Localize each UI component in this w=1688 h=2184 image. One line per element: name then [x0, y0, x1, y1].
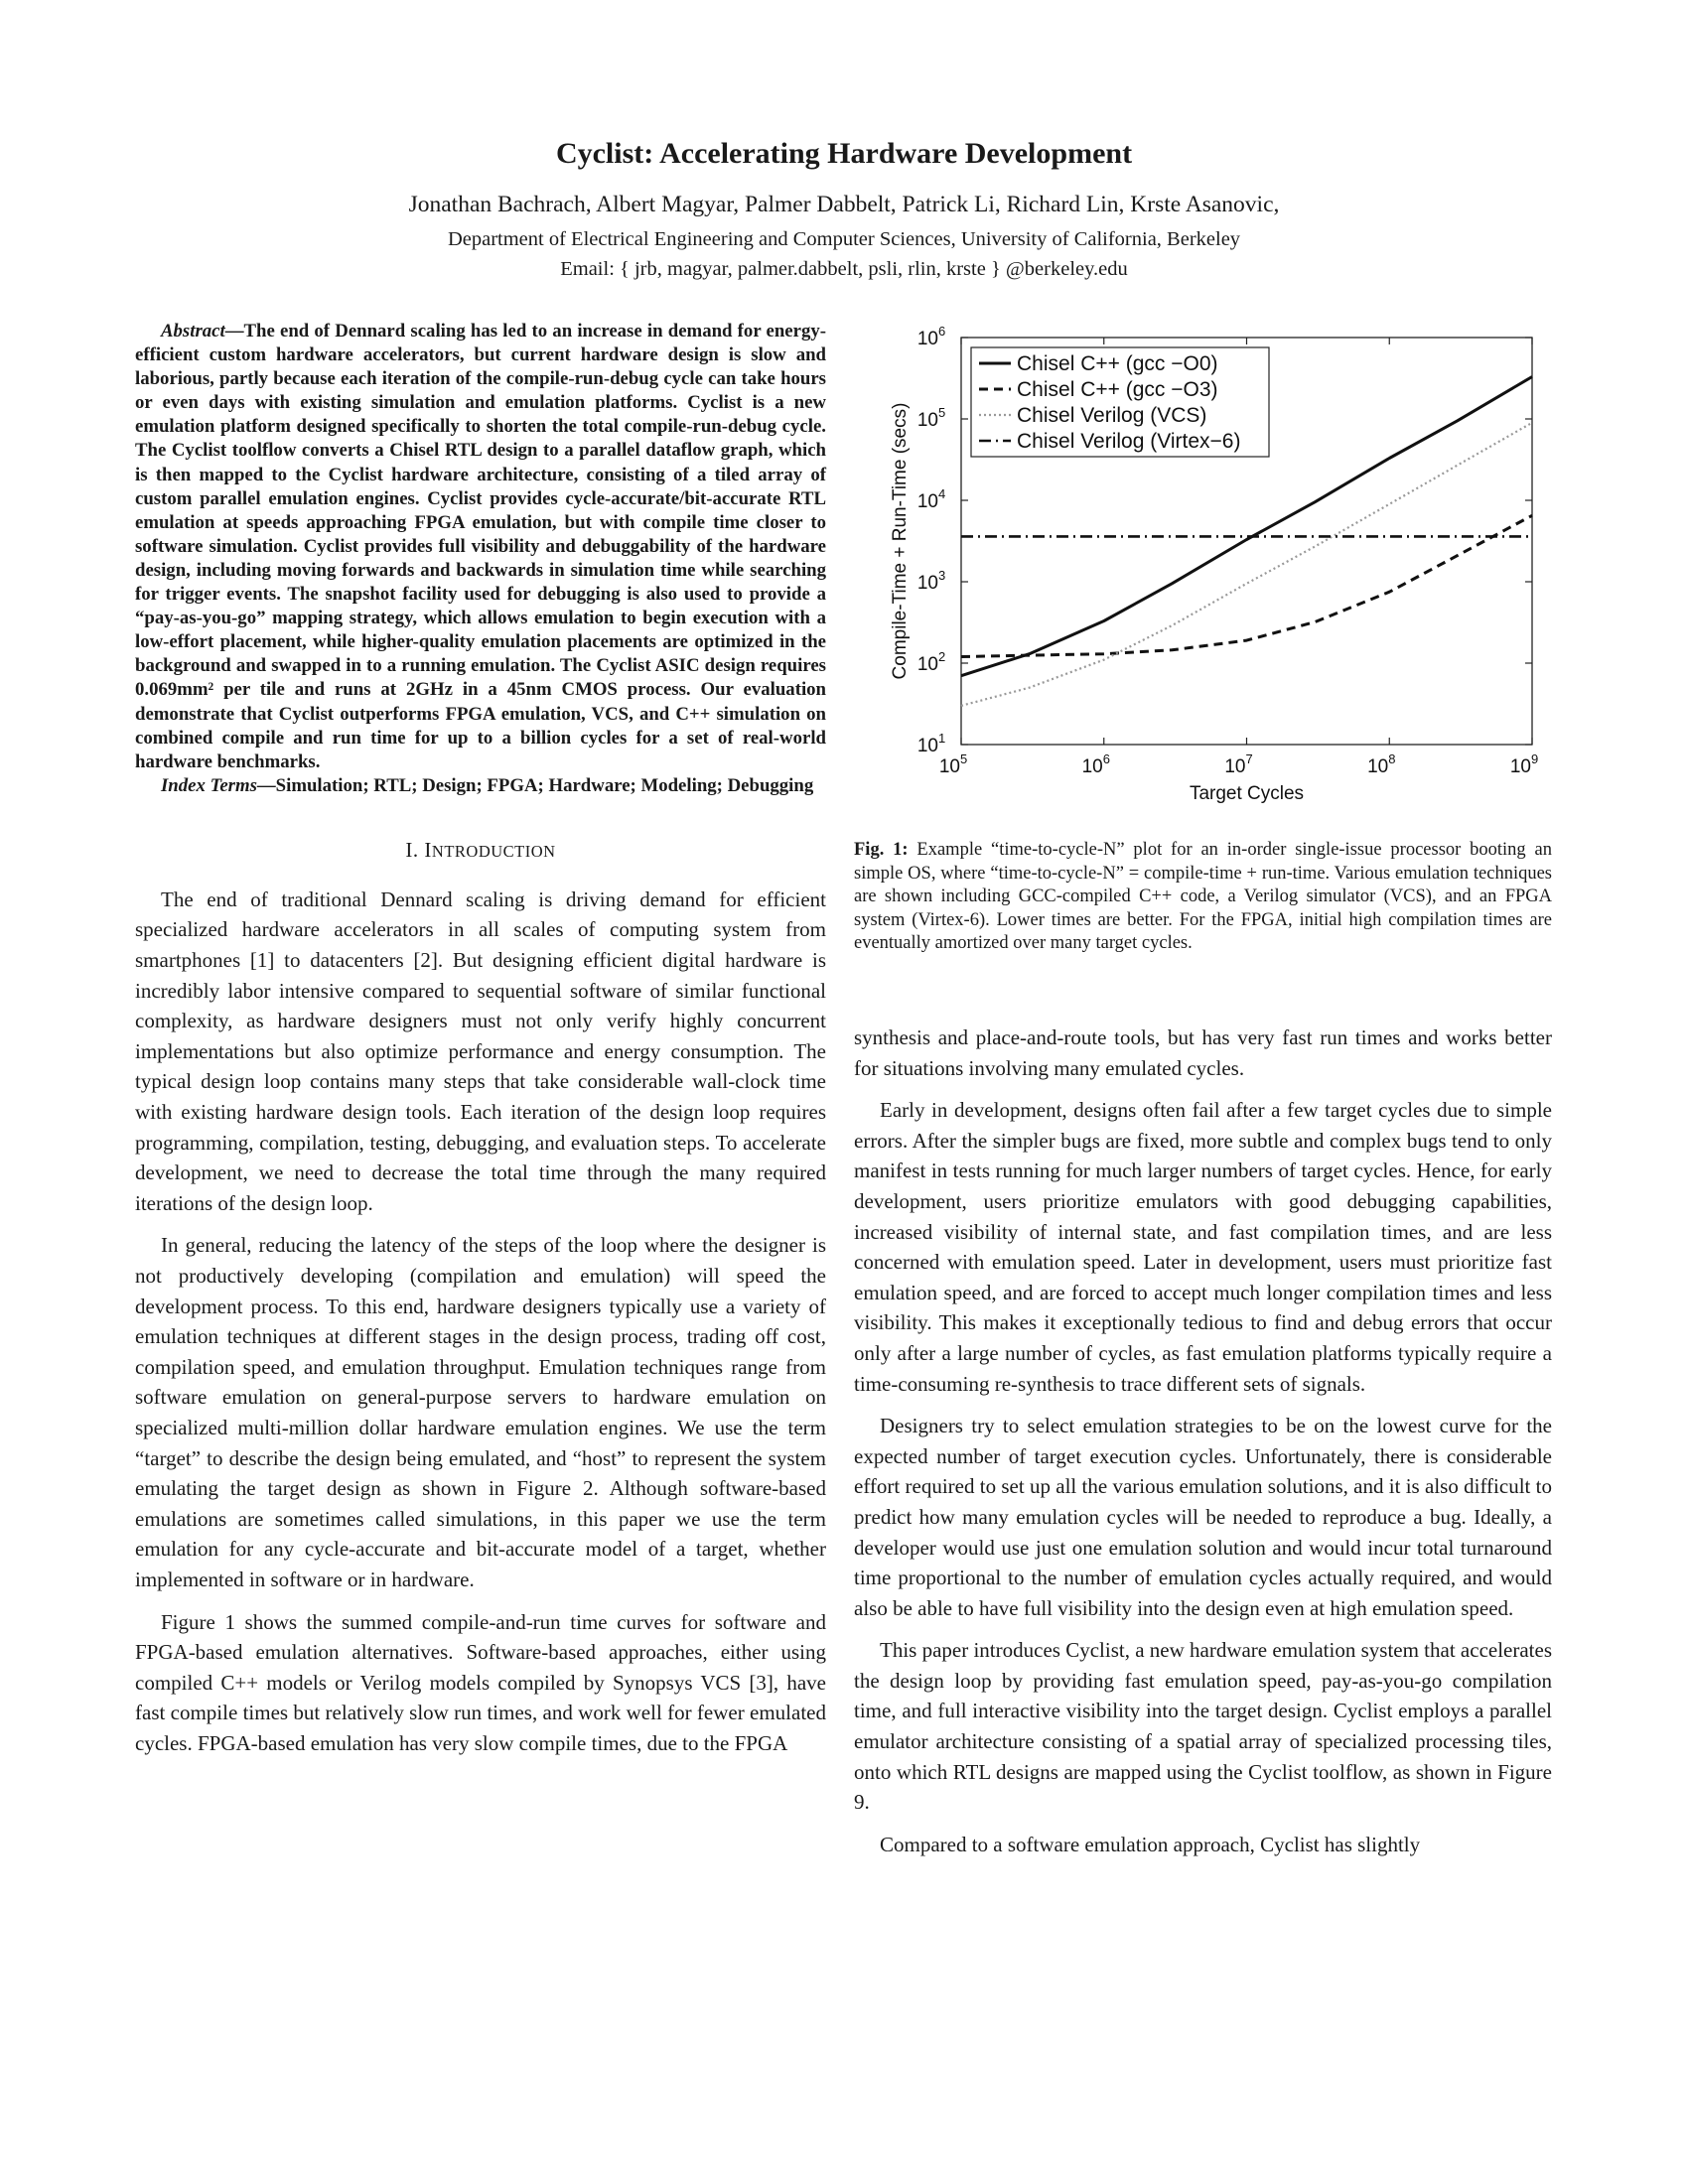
series-line-3 — [961, 423, 1532, 706]
abstract-text: —The end of Dennard scaling has led to an increase in demand for energy-efficient custom hardware accelerators, but current hardware design is slow and laborious, partly because each iteration of the compile-run-debug cycle can take hours or even days with existing simulation and emulation platforms. Cyclist is a new emulation platform designed specifically to shorten the total compile-run-debug cycle. The Cyclist toolflow converts a Chisel RTL design to a parallel dataflow graph, which is then mapped to the Cyclist hardware architecture, consisting of a tiled array of custom parallel emulation engines. Cyclist provides cycle-accurate/bit-accurate RTL emulation at speeds approaching FPGA emulation, but with compile time closer to software simulation. Cyclist provides full visibility and debuggability of the hardware design, including moving forwards and backwards in simulation time while searching for trigger events. The snapshot facility used for debugging is also used to provide a “pay-as-you-go” mapping strategy, which allows emulation to begin execution with a low-effort placement, while higher-quality emulation placements are optimized in the background and swapped in to a running emulation. The Cyclist ASIC design requires 0.069mm² per tile and runs at 2GHz in a 45nm CMOS process. Our evaluation demonstrate that Cyclist outperforms FPGA emulation, VCS, and C++ simulation on combined compile and run time for up to a billion cycles for a set of real-world hardware benchmarks. — [135, 321, 826, 772]
right-column — [854, 1023, 1552, 1871]
author-list: Jonathan Bachrach, Albert Magyar, Palmer Dabbelt, Patrick Li, Richard Lin, Krste Asanovic, — [408, 192, 1280, 217]
index-terms-text: —Simulation; RTL; Design; FPGA; Hardware; Modeling; Debugging — [256, 774, 814, 796]
paragraph: In general, reducing the latency of the steps of the loop where the designer is not productively developing (compilation and emulation) will speed the development process. To this end, hardware designers typically use a variety of emulation techniques at different stages in the design process, trading off cost, compilation speed, and emulation throughput. Emulation techniques range from software emulation on general-purpose servers to hardware emulation on specialized multi-million dollar hardware emulation engines. We use the term “target” to describe the design being emulated, and “host” to represent the system emulating the target design as shown in Figure 2. Although software-based emulations are sometimes called simulations, in this paper we use the term emulation for any cycle-accurate and bit-accurate model of a target, whether implemented in software or in hardware. — [135, 1233, 826, 1591]
email-line: Email: { jrb, magyar, palmer.dabbelt, psli, rlin, krste } @berkeley.edu — [560, 258, 1128, 280]
figure-1 — [890, 324, 1539, 822]
y-tick-label: $10^4$ — [916, 486, 946, 512]
paper-title: Cyclist: Accelerating Hardware Development — [555, 137, 1133, 170]
x-tick-label: $10^5$ — [938, 751, 968, 777]
index-terms — [135, 774, 826, 798]
time-to-cycle-chart — [890, 324, 1539, 822]
figure-caption-text: Example “time-to-cycle-N” plot for an in-order single-issue processor booting an simple OS, where “time-to-cycle-N” = compile-time + run-time. Various emulation techniques are shown including GCC-compiled C++ code, a Verilog simulator (VCS), and an FPGA system (Virtex-6). Lower times are better. For the FPGA, initial high compilation times are eventually amortized over many target cycles. — [854, 840, 1552, 953]
legend-entry: Chisel Verilog (Virtex−6) — [1017, 430, 1241, 453]
abstract — [135, 320, 826, 774]
x-axis-label: Target Cycles — [1189, 783, 1305, 804]
x-tick-label: $10^7$ — [1224, 751, 1253, 777]
paragraph: Compared to a software emulation approach, Cyclist has slightly — [880, 1832, 1421, 1856]
y-tick-label: $10^2$ — [916, 649, 946, 675]
legend-entry: Chisel C++ (gcc −O3) — [1017, 378, 1218, 401]
y-tick-label: $10^3$ — [916, 568, 946, 594]
index-terms-lead: Index Terms — [161, 774, 257, 796]
x-tick-label: $10^6$ — [1081, 751, 1110, 777]
y-tick-label: $10^6$ — [916, 324, 946, 349]
left-column — [135, 320, 826, 1771]
legend-entry: Chisel C++ (gcc −O0) — [1017, 352, 1218, 375]
section-heading-introduction: I. INTRODUCTION — [405, 837, 556, 862]
paragraph: synthesis and place-and-route tools, but has very fast run times and works better for situations involving many emulated cycles. — [854, 1025, 1552, 1080]
figure-caption-label: Fig. 1: — [854, 840, 909, 860]
legend-entry: Chisel Verilog (VCS) — [1017, 404, 1207, 427]
y-tick-label: $10^1$ — [916, 731, 946, 756]
abstract-lead: Abstract — [161, 321, 225, 341]
paragraph: Designers try to select emulation strategies to be on the lowest curve for the expected number of target execution cycles. Unfortunately, there is considerable effort required to set up all the various emulation solutions, and it is also difficult to predict how many emulation cycles will be needed to reproduce a bug. Ideally, a developer would use just one emulation solution and would incur total turnaround time proportional to the number of emulation cycles actually required, and would also be able to have full visibility into the design even at high emulation speed. — [854, 1414, 1552, 1620]
figure-caption — [854, 839, 1552, 956]
x-tick-label: $10^9$ — [1509, 751, 1539, 777]
paragraph: This paper introduces Cyclist, a new hardware emulation system that accelerates the design loop by providing fast emulation speed, pay-as-you-go compilation time, and full interactive visibility into the target design. Cyclist employs a parallel emulator architecture consisting of a spatial array of specialized processing tiles, onto which RTL designs are mapped using the Cyclist toolflow, as shown in Figure 9. — [854, 1638, 1553, 1815]
y-axis-label: Compile-Time + Run-Time (secs) — [890, 402, 911, 680]
y-tick-label: $10^5$ — [916, 405, 946, 431]
paragraph: The end of traditional Dennard scaling is driving demand for efficient specialized hardware accelerators in all scales of computing system from smartphones [1] to datacenters [2]. But designing efficient digital hardware is incredibly labor intensive compared to sequential software of similar functional complexity, as hardware designers must not only verify highly concurrent implementations but also optimize performance and energy consumption. The typical design loop contains many steps that take considerable wall-clock time with existing hardware design tools. Each iteration of the design loop requires programming, compilation, testing, debugging, and evaluation steps. To accelerate development, we need to decrease the total time through the many required iterations of the design loop. — [135, 887, 826, 1215]
paragraph: Early in development, designs often fail after a few target cycles due to simple errors. After the simpler bugs are fixed, more subtle and complex bugs tend to only manifest in tests running for much larger numbers of target cycles. Hence, for early development, users prioritize emulators with good debugging capabilities, increased visibility of internal state, and fast compilation times, and are less concerned with emulation speed. Later in development, users must prioritize fast emulation speed, and are forced to accept much longer compilation times and less visibility. This makes it exceptionally tedious to find and debug errors that occur only after a large number of cycles, as fast emulation platforms typically require a time-consuming re-synthesis to trace different sets of signals. — [854, 1098, 1552, 1396]
paragraph: Figure 1 shows the summed compile-and-run time curves for software and FPGA-based emulation alternatives. Software-based approaches, either using compiled C++ models or Verilog models compiled by Synopsys VCS [3], have fast compile times but relatively slow run times, and work well for fewer emulated cycles. FPGA-based emulation has very slow compile times, due to the FPGA — [135, 1609, 826, 1755]
figure-caption-block — [854, 839, 1552, 956]
affiliation: Department of Electrical Engineering and Computer Sciences, University of California, Berkeley — [447, 228, 1241, 250]
x-tick-label: $10^8$ — [1367, 751, 1396, 777]
